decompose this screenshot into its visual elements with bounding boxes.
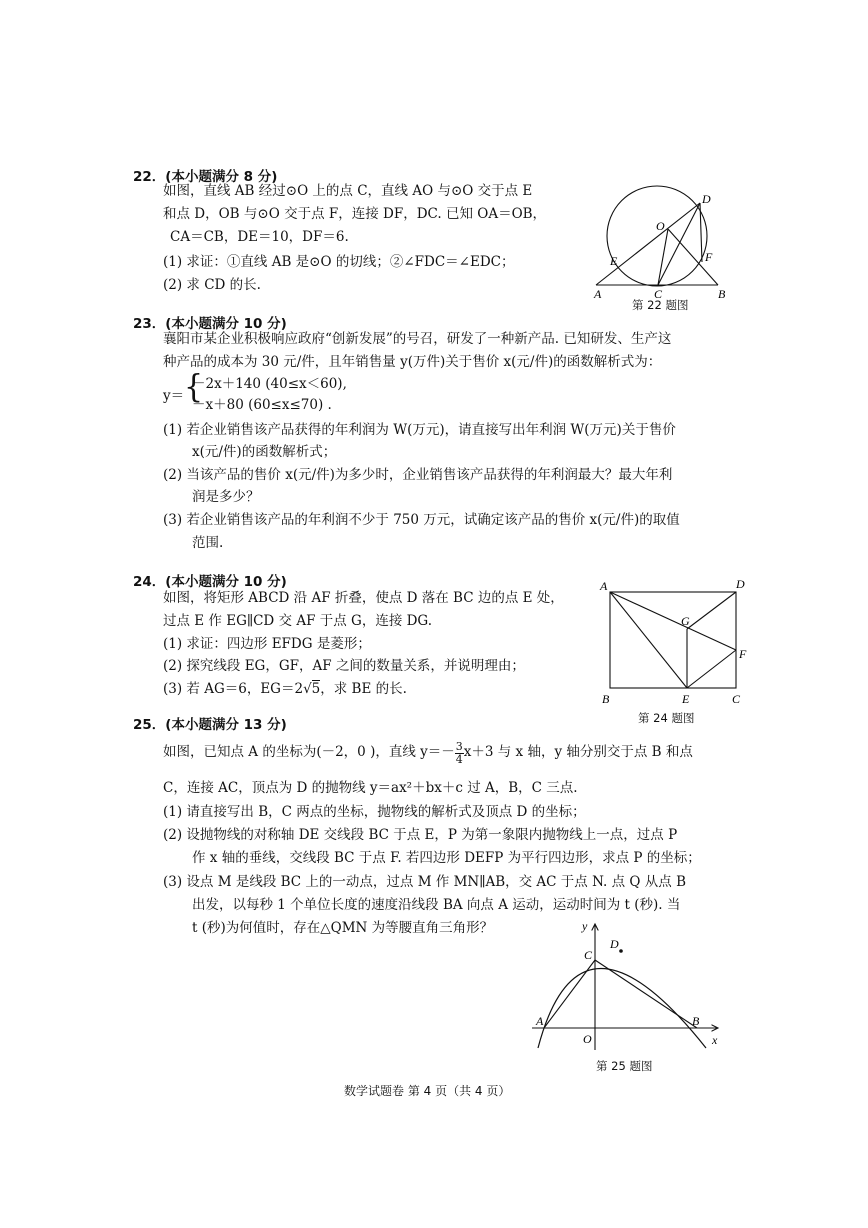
page-footer: 数学试题卷 第 4 页（共 4 页）	[344, 1084, 511, 1098]
q25-header: 25．(本小题满分 13 分)	[133, 717, 287, 733]
q25-line-1-post: x＋3 与 x 轴，y 轴分别交于点 B 和点	[463, 744, 693, 761]
q25-caption: 第 25 题图	[596, 1059, 653, 1073]
q22-label-c: C	[654, 287, 663, 301]
q24-sub-3-post: ，求 BE 的长.	[320, 681, 407, 697]
q22-header: 22．(本小题满分 8 分)	[133, 169, 278, 185]
q23-sub-2-cont: 润是多少？	[192, 489, 260, 505]
q24-figure	[596, 576, 756, 708]
q24-sub-3-sqrt: 5	[311, 681, 321, 697]
q22-label-d: D	[702, 192, 711, 206]
q25-label-y: y	[582, 919, 588, 933]
q25-label-o: O	[583, 1032, 592, 1046]
q25-sub-3-cont-2: t (秒)为何值时，存在△QMN 为等腰直角三角形？	[192, 920, 494, 936]
q23-brace: {	[184, 369, 204, 406]
q22-line-1: 如图，直线 AB 经过⊙O 上的点 C，直线 AO 与⊙O 交于点 E	[163, 183, 533, 199]
q24-sub-1: (1) 求证：四边形 EFDG 是菱形；	[163, 636, 371, 652]
q24-sub-2: (2) 探究线段 EG，GF，AF 之间的数量关系，并说明理由；	[163, 658, 525, 674]
q24-line-2: 过点 E 作 EG∥CD 交 AF 于点 G，连接 DG.	[163, 613, 433, 629]
sqrt-sign: √	[303, 681, 312, 697]
q25-line-1	[163, 741, 693, 765]
q22-sub-2: (2) 求 CD 的长.	[163, 277, 261, 293]
q23-line-1: 襄阳市某企业积极响应政府“创新发展”的号召，研发了一种新产品. 已知研发、生产这	[163, 331, 672, 347]
q23-line-2: 种产品的成本为 30 元/件，且年销售量 y(万件)关于售价 x(元/件)的函数解析式为：	[163, 354, 662, 370]
q23-piece-1: －2x＋140 (40≤x＜60),	[192, 376, 347, 392]
q24-caption: 第 24 题图	[638, 711, 695, 725]
q25-label-x: x	[712, 1033, 718, 1047]
q22-line-2: 和点 D，OB 与⊙O 交于点 F，连接 DF，DC. 已知 OA＝OB，	[163, 206, 547, 222]
q23-sub-2: (2) 当该产品的售价 x(元/件)为多少时，企业销售该产品获得的年利润最大？最大年利	[163, 467, 673, 483]
q24-label-d: D	[736, 577, 745, 591]
q22-label-f: F	[705, 250, 713, 264]
q23-sub-1-cont: x(元/件)的函数解析式；	[192, 444, 337, 460]
q22-line-3: CA＝CB，DE＝10，DF＝6.	[170, 229, 349, 245]
q22-figure	[588, 185, 738, 313]
q24-label-b: B	[602, 692, 610, 706]
q23-sub-3-cont: 范围.	[192, 535, 224, 551]
q22-caption: 第 22 题图	[632, 298, 689, 312]
q24-header: 24．(本小题满分 10 分)	[133, 574, 287, 590]
q22-label-a: A	[594, 287, 602, 301]
q24-sub-3-pre: (3) 若 AG＝6，EG＝2	[163, 681, 304, 697]
q25-label-d: D	[610, 937, 619, 951]
q24-label-f: F	[739, 647, 747, 661]
q24-line-1: 如图，将矩形 ABCD 沿 AF 折叠，使点 D 落在 BC 边的点 E 处，	[163, 590, 564, 606]
q24-sub-3	[163, 683, 407, 697]
q25-sub-3-cont-1: 出发，以每秒 1 个单位长度的速度沿线段 BA 向点 A 运动，运动时间为 t (秒). 当	[192, 897, 681, 913]
q25-label-c: C	[584, 948, 593, 962]
q25-sub-2: (2) 设抛物线的对称轴 DE 交线段 BC 于点 E，P 为第一象限内抛物线上一点，过点 P	[163, 827, 678, 843]
q25-fraction	[455, 741, 464, 765]
q25-label-b: B	[692, 1014, 700, 1028]
q24-label-g: G	[681, 614, 690, 628]
q25-sub-2-cont: 作 x 轴的垂线，交线段 BC 于点 F. 若四边形 DEFP 为平行四边形，求点 P 的坐标；	[192, 850, 701, 866]
q23-piece-lhs: y＝	[163, 388, 185, 404]
q25-line-1-pre: 如图，已知点 A 的坐标为(－2，0 )，直线 y＝－	[163, 744, 455, 761]
q25-frac-num: 3	[455, 740, 463, 753]
q24-label-c: C	[732, 692, 741, 706]
q23-header: 23．(本小题满分 10 分)	[133, 316, 287, 332]
q22-label-b: B	[718, 287, 726, 301]
q22-label-e: E	[610, 254, 618, 268]
q24-label-a: A	[600, 579, 608, 593]
q24-label-e: E	[682, 692, 690, 706]
q23-sub-3: (3) 若企业销售该产品的年利润不少于 750 万元，试确定该产品的售价 x(元/件)的取值	[163, 512, 680, 528]
q25-sub-3: (3) 设点 M 是线段 BC 上的一动点，过点 M 作 MN∥AB，交 AC 于点 N. 点 Q 从点 B	[163, 874, 686, 890]
q22-label-o: O	[656, 219, 665, 233]
q25-frac-den: 4	[455, 752, 463, 766]
q23-sub-1: (1) 若企业销售该产品获得的年利润为 W(万元)，请直接写出年利润 W(万元)关于售价	[163, 422, 676, 438]
q25-sub-1: (1) 请直接写出 B，C 两点的坐标，抛物线的解析式及顶点 D 的坐标；	[163, 804, 586, 820]
q22-sub-1: (1) 求证：①直线 AB 是⊙O 的切线；②∠FDC＝∠EDC；	[163, 254, 515, 270]
q25-figure	[530, 918, 730, 1054]
q25-label-a: A	[536, 1014, 544, 1028]
q23-piece-2: －x＋80 (60≤x≤70) .	[192, 397, 332, 413]
q25-line-2: C，连接 AC，顶点为 D 的抛物线 y＝ax²＋bx＋c 过 A，B，C 三点.	[163, 780, 578, 796]
